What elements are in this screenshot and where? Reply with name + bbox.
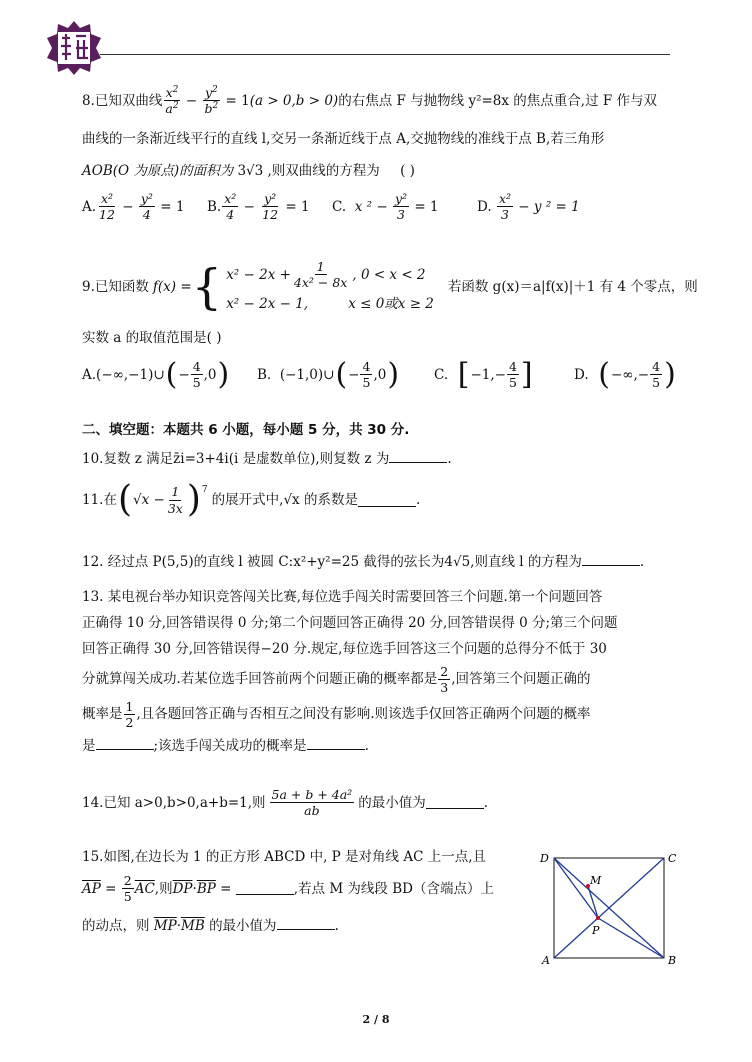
q8-line1-tail: 的右焦点 F 与抛物线 y²=8x 的焦点重合,过 F 作与双 [338, 92, 658, 109]
q8-option-a: A. $\frac{\text{x²}}{12}$ − $\frac{\text{y²}}{4}$ = 1 [82, 191, 185, 223]
q8-area: 3√3 [237, 162, 264, 179]
q8-line3a: AOB(O 为原点)的面积为 [82, 162, 234, 179]
q13-blank-1 [96, 737, 154, 750]
q8-answer-paren: ( ) [400, 162, 415, 179]
svg-text:B: B [668, 954, 677, 967]
section-heading: 二、填空题：本题共 6 小题，每小题 5 分，共 30 分. [82, 422, 410, 438]
q12-blank [582, 553, 640, 566]
svg-text:A: A [542, 954, 550, 967]
question-15: 15.如图,在边长为 1 的正方形 ABCD 中, P 是对角线 AC 上一点,且 $\overline{AP}$ = $\frac{2}{5}$ $\overline{AC}$ ,则 $\overline{DP}$ · $\overline{BP}$ = ,若点 M 为线段 BD（含端点）上 的动点，则 $\overline{MP}\cdot\overline{MB}$ 的最小值为 . [82, 849, 494, 935]
q14-blank [426, 796, 484, 809]
segment-bp [598, 918, 664, 958]
q8-frac-x: $\frac{x^2}{a^2}$ [165, 85, 179, 117]
q15-blank-2 [277, 917, 335, 930]
q9-line2: 实数 a 的取值范围是( ) [82, 330, 222, 347]
q8-lead: 8.已知双曲线 [82, 92, 163, 109]
q9-option-a: A. (−∞,−1)∪ ( − $\frac{4}{5}$ ,0 ) [82, 356, 230, 392]
svg-text:C: C [668, 852, 677, 865]
question-14: 14.已知 a>0,b>0,a+b=1,则 $\frac{\text{5a + b + 4a²}}{ab}$ 的最小值为 . [82, 787, 488, 819]
question-12: 12. 经过点 P(5,5)的直线 l 被圆 C:x²+y²=25 截得的弦长为4√5,则直线 l 的方程为 . [82, 554, 645, 570]
svg-text:P: P [592, 924, 600, 937]
svg-text:D: D [540, 852, 549, 865]
q9-option-c: C. [ −1,− $\frac{4}{5}$ ] [434, 356, 533, 392]
q8-line2: 曲线的一条渐近线平行的直线 l,交另一条渐近线于点 A,交抛物线的准线于点 B,若三角形 [82, 130, 605, 147]
header-rule [100, 54, 670, 55]
q8-line3b: ,则双曲线的方程为 [267, 162, 380, 179]
q9-piecewise: x² − 2x + $\frac{1}{\text{4x² − 8x}}$ , 0 < x < 2 x² − 2x − 1, x ≤ 0或x ≥ 2 [226, 259, 434, 313]
q8-option-b: B. $\frac{\text{x²}}{4}$ − $\frac{\text{y²}}{12}$ = 1 [207, 191, 310, 223]
question-11: 11.在 ( √x − $\frac{1}{3x}$ ) $^7$ 的展开式中,√x 的系数是 . [82, 479, 421, 520]
q8-options [82, 192, 682, 221]
q9-options [82, 356, 682, 392]
q8-option-c: C. x ² − $\frac{\text{y²}}{3}$ = 1 [332, 191, 439, 223]
q9-tail: 若函数 g(x)＝a|f(x)|＋1 有 4 个零点，则 [447, 278, 698, 295]
q9-option-d: D. ( −∞,− $\frac{4}{5}$ ) [574, 356, 676, 392]
q11-blank [358, 494, 416, 507]
q8-frac-y: $\frac{y^2}{b^2}$ [204, 85, 219, 117]
question-13: 13. 某电视台举办知识竞答闯关比赛,每位选手闯关时需要回答三个问题.第一个问题回答 正确得 10 分,回答错误得 0 分;第二个问题回答正确得 20 分,回答错误得 0 分;第三个问题 回答正确得 30 分,回答错误得−20 分.规定,每位选手回答这三个问题的总得分不低于 30 分就算闯关成功.若某位选手回答前两个问题正确的概率都是 $\frac{2}{3}$ ,回答第三个问题正确的 概率是 $\frac{1}{2}$ ,且各题回答正确与否相互之间没有影响.则该选手仅回答正确两个问题的概率 是 ;该选手闯关成功的概率是 . [82, 589, 618, 755]
q8-condition: (a > 0,b > 0) [249, 92, 339, 109]
q9-fx: f(x) = [152, 278, 192, 295]
q8-option-d: D. $\frac{\text{x²}}{3}$ − y ² = 1 [477, 191, 580, 223]
question-8: 8.已知双曲线 $\frac{x^2}{a^2}$ − $\frac{y^2}{b^2}$ = 1 (a > 0,b > 0) 的右焦点 F 与抛物线 y²=8x 的焦点重合,过 F 作与双 曲线的一条渐近线平行的直线 l,交另一条渐近线于点 A,交抛物线的准线于点 B,若三角形 AOB(O 为原点)的面积为 3√3 ,则双曲线的方程为 ( ) A. $\frac{\text{x²}}{12}$ − $\frac{\text{y²}}{4}$ = 1 B. $\frac{\text{x²}}{4}$ − $\frac{\text{y²}}{12}$ = 1 C. x ² − $\frac{\text{y²}}{3}$ = 1 D. $\frac{\text{x²}}{3}$ − y ² = 1 [82, 86, 682, 221]
page-number: 2 / 8 [362, 1013, 390, 1026]
point-p [596, 916, 600, 920]
q9-lead: 9.已知函数 [82, 278, 149, 295]
school-logo-icon [46, 20, 102, 76]
square-figure [534, 848, 684, 968]
question-10: 10.复数 z 满足z̄i=3+4i(i 是虚数单位),则复数 z 为 . [82, 451, 452, 467]
q9-brace: { [191, 258, 223, 315]
q13-blank-2 [307, 737, 365, 750]
svg-text:M: M [590, 874, 602, 887]
question-9 [82, 258, 698, 392]
q9-option-b: B. (−1,0)∪ ( − $\frac{4}{5}$ ,0 ) [257, 356, 400, 392]
q15-blank-1 [236, 882, 294, 895]
segment-dp [554, 858, 598, 918]
segment-mp [588, 886, 598, 918]
q10-text: 10.复数 z 满足z̄i=3+4i(i 是虚数单位),则复数 z 为 [82, 451, 390, 467]
q10-blank [389, 450, 447, 463]
